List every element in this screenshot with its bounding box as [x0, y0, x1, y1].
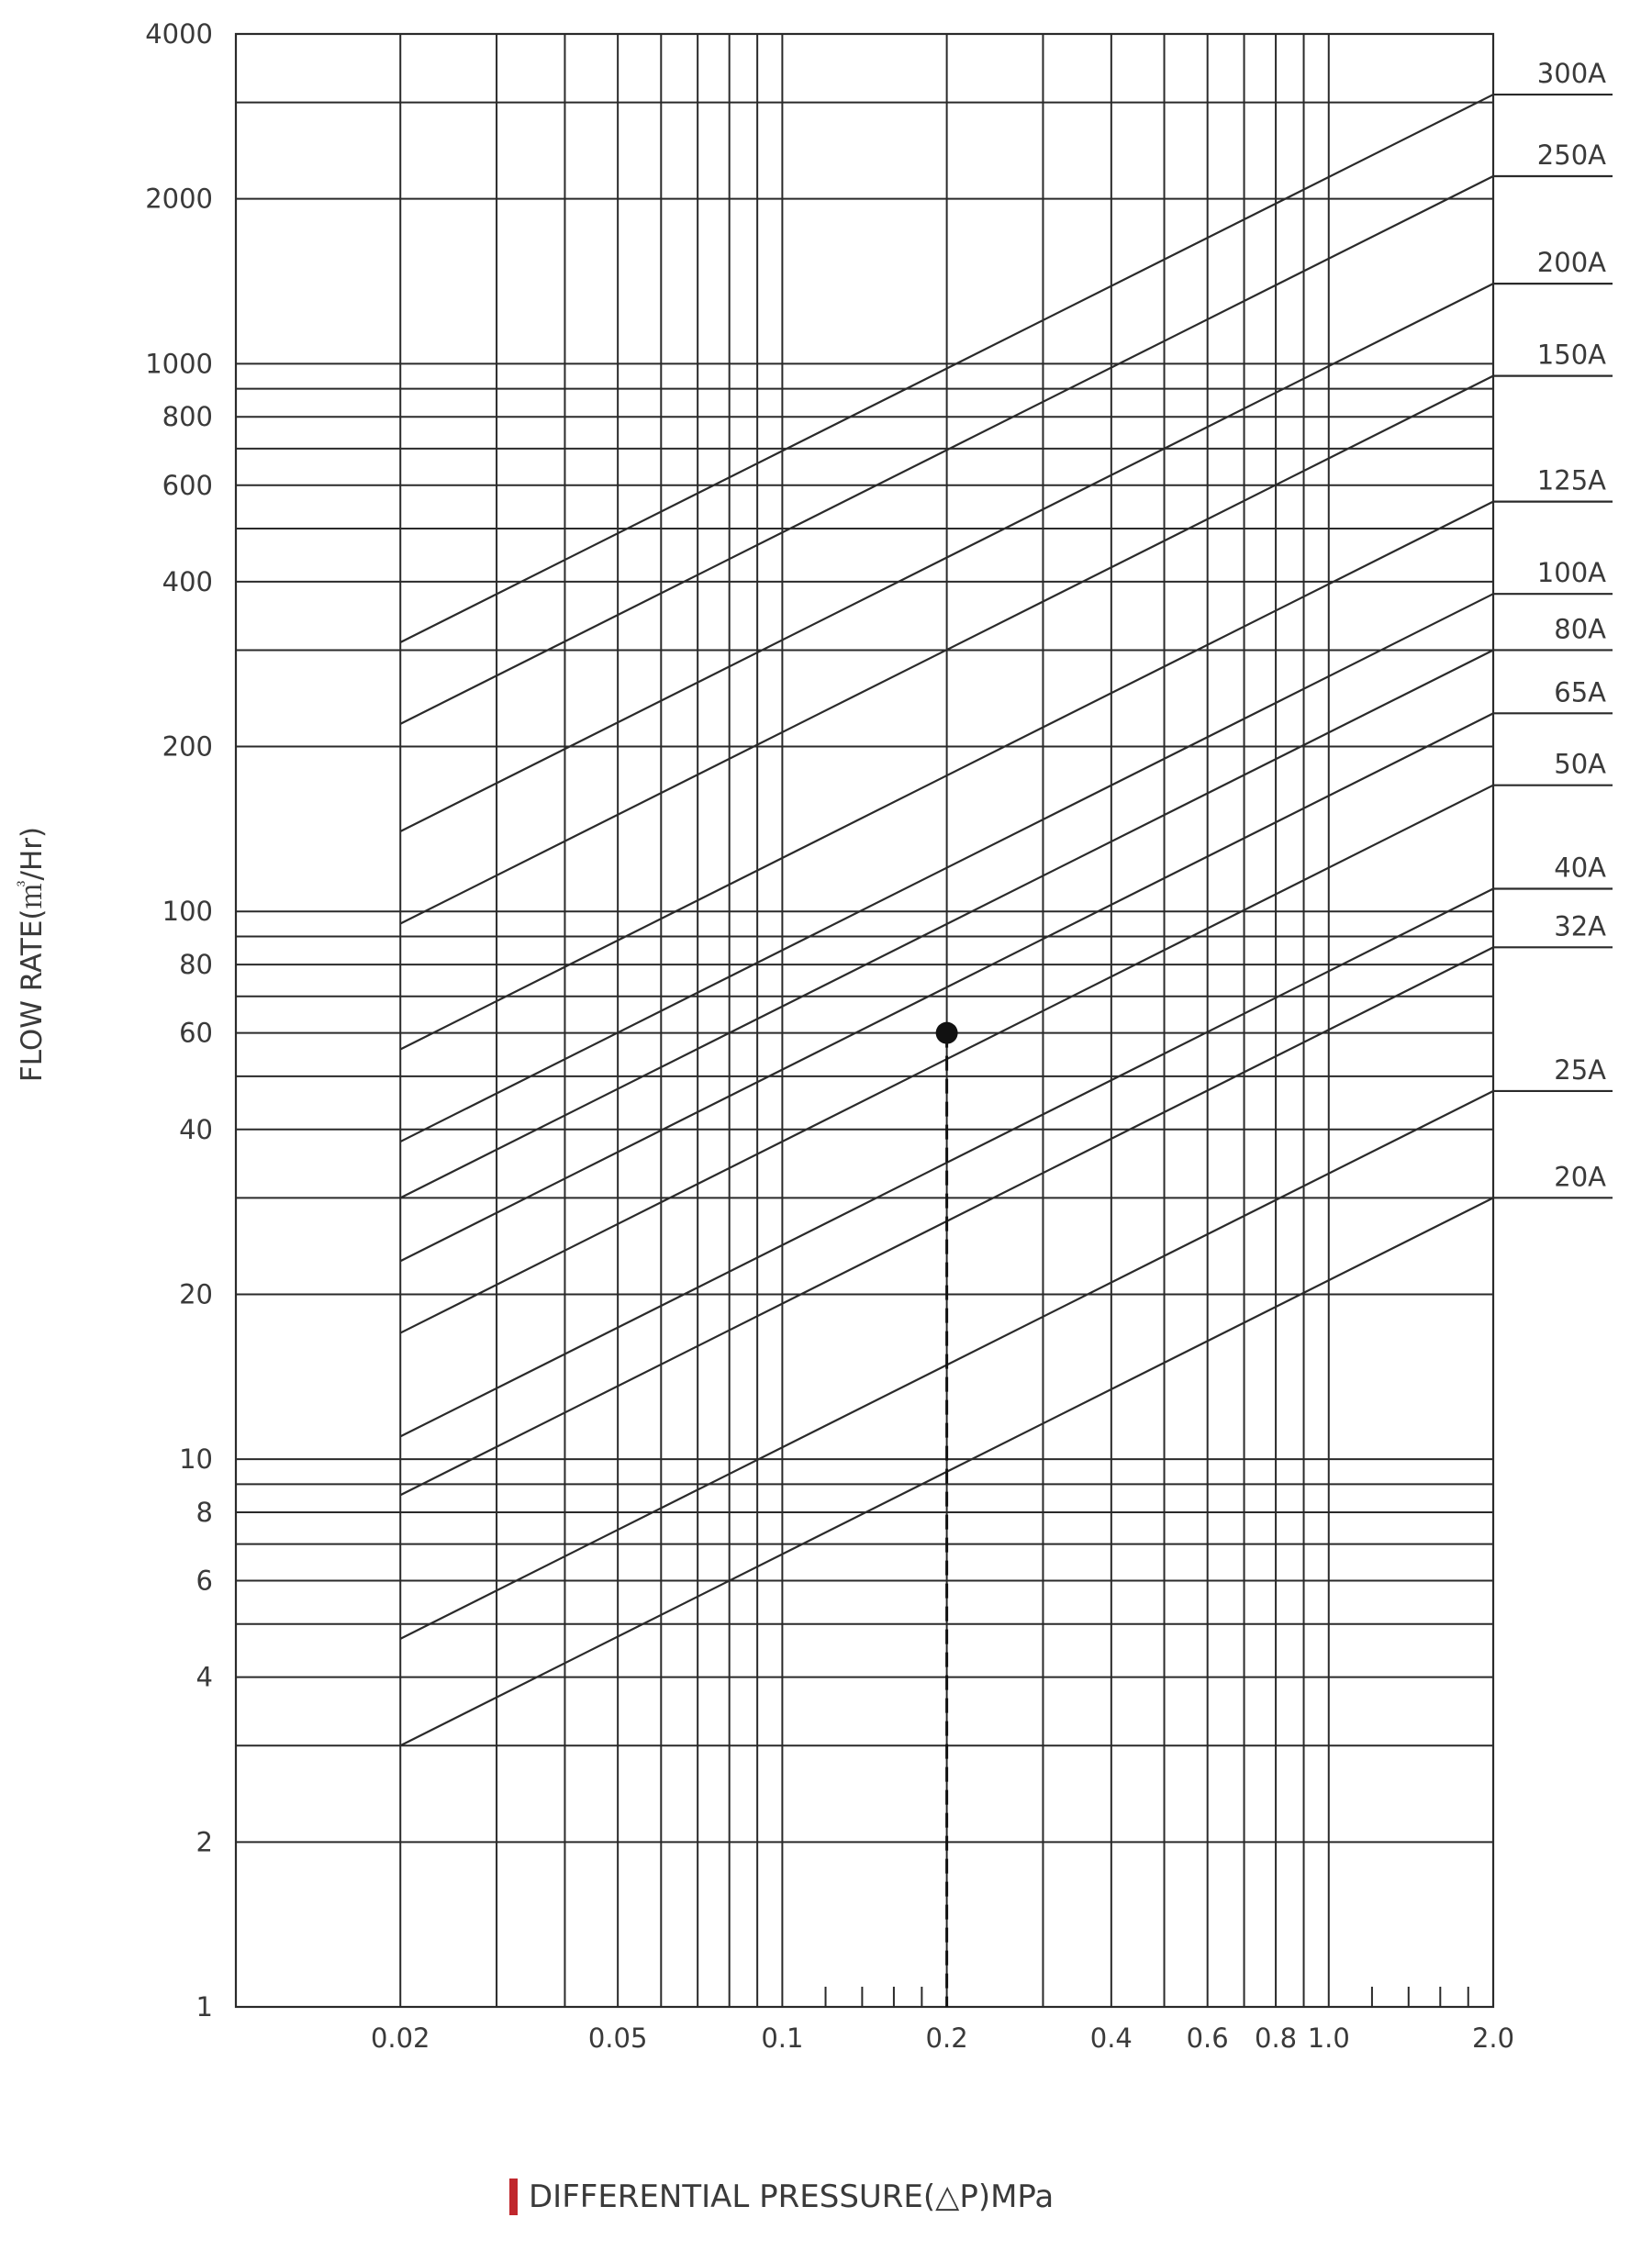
- series-label: 80A: [1554, 613, 1606, 645]
- y-tick-label: 4000: [145, 18, 213, 50]
- x-tick-label: 2.0: [1471, 2023, 1515, 2054]
- y-tick-label: 20: [179, 1278, 213, 1310]
- x-axis-title: DIFFERENTIAL PRESSURE(△P)MPa: [529, 2179, 1055, 2215]
- y-tick-label: 1: [195, 1991, 213, 2023]
- y-tick-label: 800: [162, 401, 213, 433]
- x-tick-label: 0.8: [1255, 2023, 1298, 2054]
- y-tick-label: 60: [179, 1017, 213, 1049]
- x-tick-label: 0.05: [587, 2023, 648, 2054]
- y-tick-label: 8: [195, 1496, 213, 1528]
- x-tick-label: 1.0: [1307, 2023, 1350, 2054]
- series-label: 100A: [1536, 557, 1606, 589]
- x-tick-label: 0.1: [761, 2023, 804, 2054]
- x-axis-title-accent-bar: [509, 2179, 518, 2215]
- series-label: 25A: [1554, 1053, 1606, 1086]
- x-tick-label: 0.2: [925, 2023, 968, 2054]
- y-tick-label: 80: [179, 949, 213, 981]
- series-label: 250A: [1536, 139, 1606, 171]
- labels-layer: [145, 18, 1606, 2054]
- x-tick-label: 0.6: [1186, 2023, 1229, 2054]
- series-label: 125A: [1536, 464, 1606, 496]
- series-label: 200A: [1536, 247, 1606, 279]
- y-tick-label: 4: [195, 1661, 213, 1693]
- series-label: 150A: [1536, 339, 1606, 371]
- series-label: 50A: [1554, 748, 1606, 780]
- y-tick-label: 10: [179, 1443, 213, 1476]
- y-tick-label: 400: [162, 565, 213, 597]
- series-label: 300A: [1536, 58, 1606, 90]
- y-tick-label: 2: [195, 1826, 213, 1858]
- marker-point: [936, 1022, 958, 1044]
- y-tick-label: 40: [179, 1113, 213, 1145]
- series-layer: [400, 95, 1613, 1745]
- y-tick-label: 200: [162, 730, 213, 763]
- y-tick-label: 100: [162, 896, 213, 928]
- y-tick-label: 2000: [145, 183, 213, 215]
- series-label: 32A: [1554, 910, 1606, 942]
- x-tick-label: 0.02: [370, 2023, 430, 2054]
- series-label: 20A: [1554, 1161, 1606, 1193]
- series-label: 40A: [1554, 852, 1606, 884]
- y-tick-label: 600: [162, 469, 213, 501]
- x-tick-label: 0.4: [1089, 2023, 1133, 2054]
- y-axis-title: FLOW RATE(㎥/Hr): [16, 826, 49, 1083]
- y-tick-label: 6: [195, 1565, 213, 1597]
- grid-layer: [236, 34, 1493, 2007]
- y-tick-label: 1000: [145, 348, 213, 380]
- series-label: 65A: [1554, 676, 1606, 708]
